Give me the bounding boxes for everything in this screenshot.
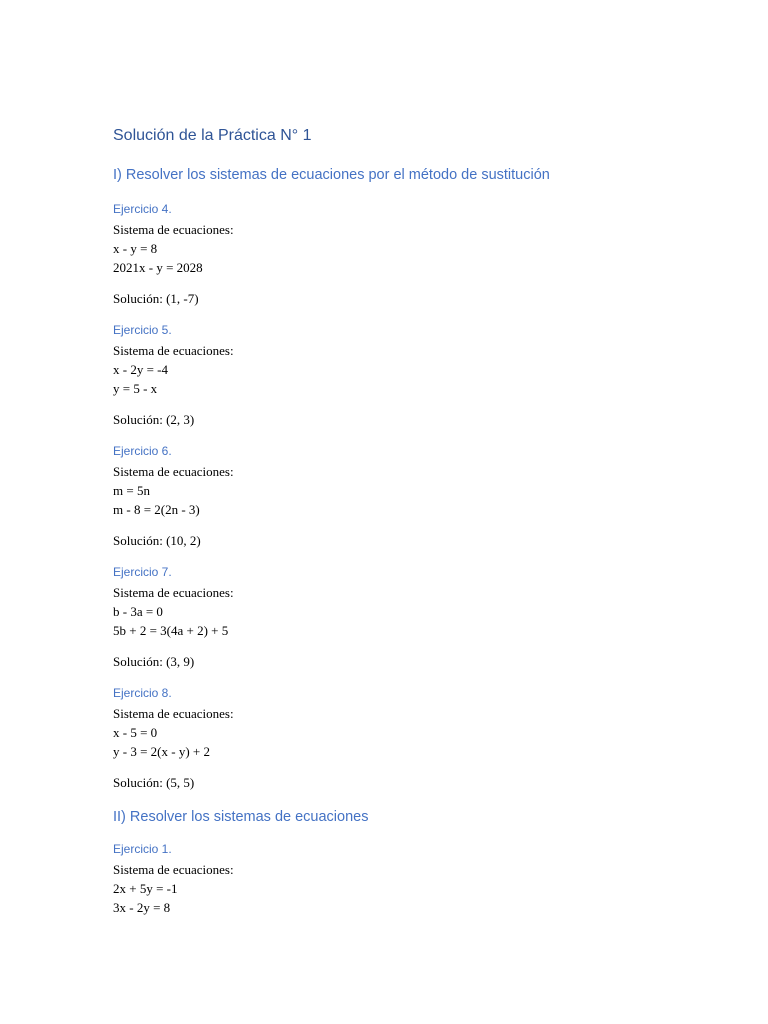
equation-2: y - 3 = 2(x - y) + 2 (113, 744, 210, 759)
system-intro: Sistema de ecuaciones: (113, 343, 234, 358)
equation-1: b - 3a = 0 (113, 604, 163, 619)
exercise-label: Ejercicio 5. (113, 323, 172, 337)
section-heading-1: I) Resolver los sistemas de ecuaciones por el método de sustitución (113, 167, 550, 183)
exercise-label: Ejercicio 1. (113, 842, 172, 856)
equation-1: 2x + 5y = -1 (113, 881, 178, 896)
exercise-label: Ejercicio 4. (113, 202, 172, 216)
exercise-1 (113, 840, 673, 917)
solution: Solución: (3, 9) (113, 654, 195, 669)
exercise-7 (113, 563, 673, 671)
equation-2: y = 5 - x (113, 381, 158, 396)
system-intro: Sistema de ecuaciones: (113, 222, 234, 237)
exercise-label: Ejercicio 6. (113, 444, 172, 458)
section-heading-2: II) Resolver los sistemas de ecuaciones (113, 809, 369, 825)
document-page (113, 124, 673, 917)
exercise-6 (113, 442, 673, 550)
system-intro: Sistema de ecuaciones: (113, 464, 234, 479)
solution: Solución: (5, 5) (113, 775, 195, 790)
exercise-5 (113, 321, 673, 429)
solution: Solución: (2, 3) (113, 412, 195, 427)
equation-1: m = 5n (113, 483, 150, 498)
exercise-8 (113, 684, 673, 792)
system-intro: Sistema de ecuaciones: (113, 862, 234, 877)
solution: Solución: (10, 2) (113, 533, 201, 548)
system-intro: Sistema de ecuaciones: (113, 706, 234, 721)
equation-2: 5b + 2 = 3(4a + 2) + 5 (113, 623, 229, 638)
solution: Solución: (1, -7) (113, 291, 199, 306)
equation-2: 2021x - y = 2028 (113, 260, 203, 275)
document-title: Solución de la Práctica N° 1 (113, 127, 312, 144)
equation-1: x - 2y = -4 (113, 362, 168, 377)
equation-2: 3x - 2y = 8 (113, 900, 171, 915)
equation-1: x - 5 = 0 (113, 725, 158, 740)
exercise-label: Ejercicio 8. (113, 686, 172, 700)
exercise-4 (113, 200, 673, 308)
exercise-label: Ejercicio 7. (113, 565, 172, 579)
system-intro: Sistema de ecuaciones: (113, 585, 234, 600)
equation-2: m - 8 = 2(2n - 3) (113, 502, 200, 517)
equation-1: x - y = 8 (113, 241, 158, 256)
